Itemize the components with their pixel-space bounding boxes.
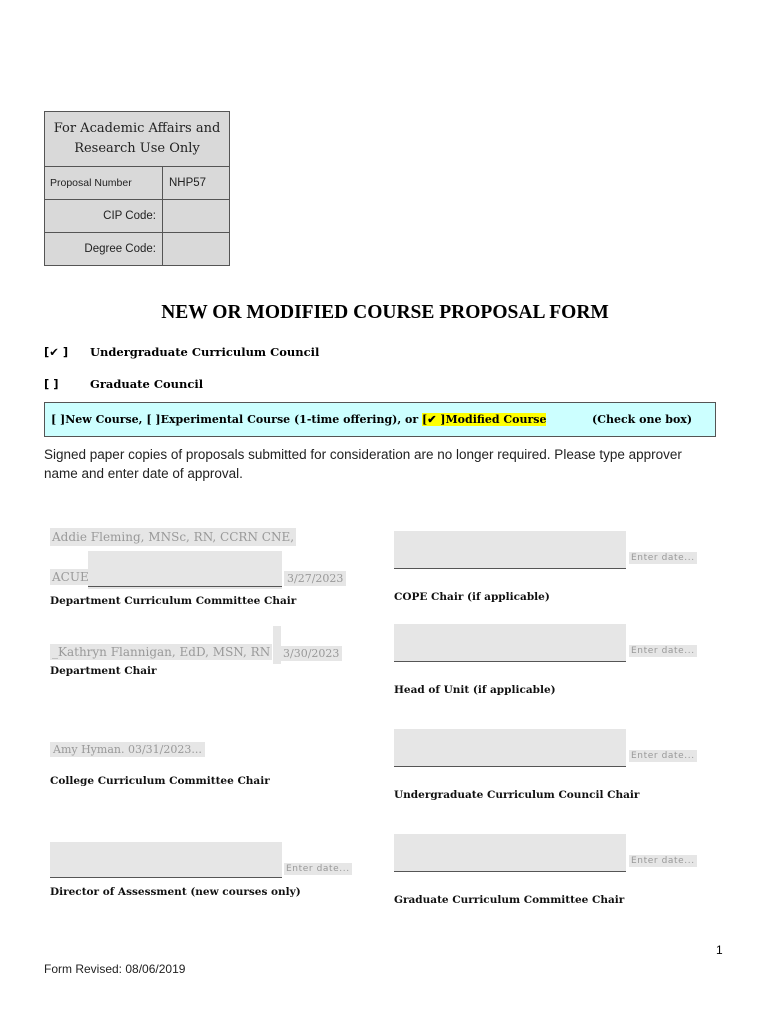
experimental-course-label: Experimental Course (1-time offering), <box>160 413 402 426</box>
director-assessment-name-field[interactable] <box>50 842 282 878</box>
dept-curriculum-chair-name-cont[interactable]: ACUE <box>52 570 89 584</box>
college-curriculum-chair-entry[interactable]: Amy Hyman. 03/31/2023... <box>50 742 205 757</box>
dept-curriculum-chair-name[interactable]: Addie Fleming, MNSc, RN, CCRN CNE, <box>52 530 295 544</box>
director-assessment-label: Director of Assessment (new courses only) <box>50 886 301 898</box>
council-label-graduate: Graduate Council <box>90 377 204 391</box>
ucc-chair-date[interactable]: Enter date... <box>631 751 695 761</box>
dept-chair-label: Department Chair <box>50 665 157 677</box>
check-one-box-note: (Check one box) <box>592 413 693 426</box>
degree-code-field[interactable] <box>163 233 230 266</box>
checkbox-new-course[interactable]: [ ] <box>51 413 66 426</box>
head-of-unit-date[interactable]: Enter date... <box>631 646 695 656</box>
admin-use-box <box>44 111 230 266</box>
gcc-chair-name-field[interactable] <box>394 834 626 872</box>
director-assessment-date[interactable]: Enter date... <box>286 864 350 874</box>
page-number: 1 <box>716 943 723 957</box>
ucc-chair-name-field[interactable] <box>394 729 626 767</box>
head-of-unit-name-field[interactable] <box>394 624 626 662</box>
dept-curriculum-chair-label: Department Curriculum Committee Chair <box>50 595 297 607</box>
checkbox-modified-course[interactable]: [✔ ] <box>422 413 446 426</box>
form-revised-footer: Form Revised: 08/06/2019 <box>44 962 186 976</box>
cope-chair-label: COPE Chair (if applicable) <box>394 591 550 603</box>
degree-code-label: Degree Code: <box>45 233 163 266</box>
checkbox-graduate[interactable]: [ ] <box>44 377 59 391</box>
form-title: NEW OR MODIFIED COURSE PROPOSAL FORM <box>161 302 609 323</box>
dept-chair-name[interactable]: _Kathryn Flannigan, EdD, MSN, RN <box>52 645 271 659</box>
modified-course-label: Modified Course <box>445 413 547 426</box>
head-of-unit-label: Head of Unit (if applicable) <box>394 684 556 696</box>
dept-curriculum-signature-line <box>88 570 282 587</box>
approval-notice: Signed paper copies of proposals submitted for consideration are no longer required. Please type approver name and enter date of approval. <box>44 447 682 481</box>
admin-box-heading: For Academic Affairs and Research Use Only <box>45 112 230 167</box>
college-curriculum-chair-label: College Curriculum Committee Chair <box>50 775 270 787</box>
new-course-label: New Course, <box>65 413 143 426</box>
or-text: or <box>405 413 419 426</box>
cope-chair-name-field[interactable] <box>394 531 626 569</box>
cope-chair-date[interactable]: Enter date... <box>631 553 695 563</box>
cip-code-field[interactable] <box>163 200 230 233</box>
proposal-number-label: Proposal Number <box>45 167 163 200</box>
gcc-chair-date[interactable]: Enter date... <box>631 856 695 866</box>
council-option-undergraduate[interactable] <box>44 345 319 359</box>
council-option-graduate[interactable] <box>44 377 203 391</box>
dept-chair-date[interactable]: 3/30/2023 <box>280 646 342 661</box>
dept-curriculum-date[interactable]: 3/27/2023 <box>284 571 346 586</box>
course-type-bar <box>44 402 716 437</box>
gcc-chair-label: Graduate Curriculum Committee Chair <box>394 894 625 906</box>
checkbox-undergraduate[interactable]: [✔ ] <box>44 345 69 359</box>
ucc-chair-label: Undergraduate Curriculum Council Chair <box>394 789 640 801</box>
cip-code-label: CIP Code: <box>45 200 163 233</box>
checkbox-experimental-course[interactable]: [ ] <box>146 413 161 426</box>
proposal-number-field[interactable]: NHP57 <box>163 167 230 200</box>
council-label-undergraduate: Undergraduate Curriculum Council <box>90 345 320 359</box>
